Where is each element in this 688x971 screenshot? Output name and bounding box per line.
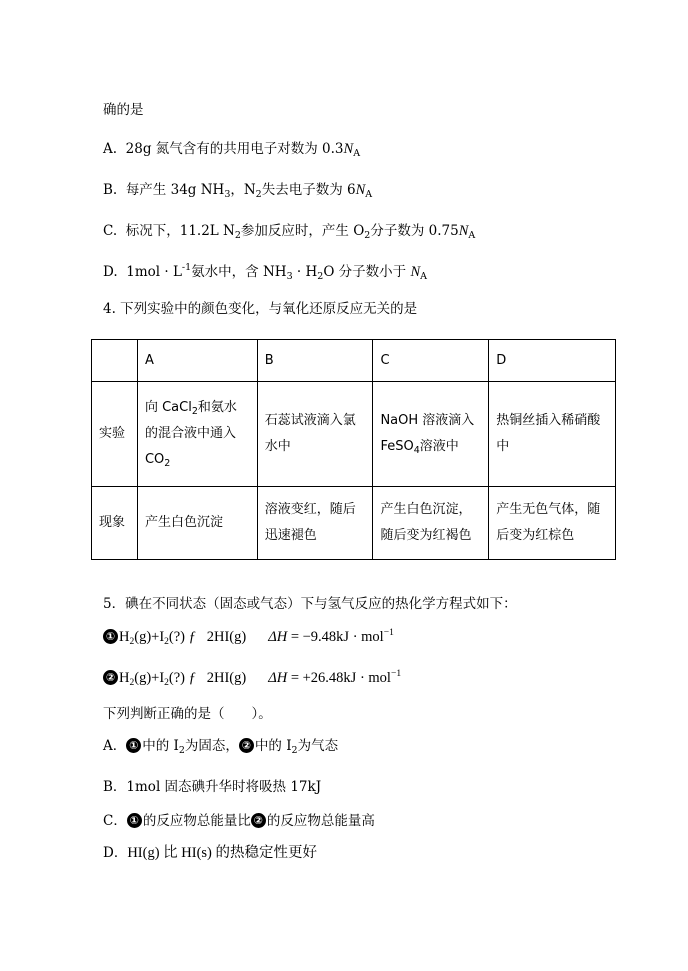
observation-d: 产生无色气体，随后变为红棕色 xyxy=(489,487,616,560)
q5-stem: 5．碘在不同状态（固态或气态）下与氢气反应的热化学方程式如下： xyxy=(103,596,517,612)
q3-option-c: C. 标况下，11.2L $N_2$参加反应时，产生 $O_2$分子数为 $0.75N_A$ xyxy=(103,223,476,241)
circled-number-1: ① xyxy=(127,813,142,828)
circled-number-1: ① xyxy=(126,738,141,753)
observation-b: 溶液变红，随后迅速褪色 xyxy=(257,487,373,560)
observation-c: 产生白色沉淀，随后变为红褐色 xyxy=(373,487,489,560)
circled-number-2: ② xyxy=(103,670,118,685)
header-cell-a: A xyxy=(137,340,257,382)
q3-option-d: D. $1mol \cdot L^{-1}$氨水中，含 $NH_3 \cdot H_2O$ 分子数小于 $N_A$ xyxy=(103,262,428,282)
circled-number-2: ② xyxy=(251,813,266,828)
experiment-d: 热铜丝插入稀硝酸中 xyxy=(489,382,616,487)
observation-a: 产生白色沉淀 xyxy=(137,487,257,560)
q5-ask: 下列判断正确的是（ ）。 xyxy=(103,706,272,722)
q5-option-c: C． ① 的反应物总能量比 ② 的反应物总能量高 xyxy=(103,813,375,829)
q4-experiment-table xyxy=(91,339,616,560)
table-row-experiment xyxy=(92,382,616,487)
equilibrium-arrow-icon: ƒ xyxy=(188,670,196,686)
q4-stem: 4. 下列实验中的颜色变化，与氧化还原反应无关的是 xyxy=(103,301,418,317)
header-cell-d: D xyxy=(489,340,616,382)
q5-option-a: A． ① 中的 $I_2$为固态， ② 中的 $I_2$为气态 xyxy=(103,738,339,756)
q3-option-b: B. 每产生 34g $NH_3$，$N_2$失去电子数为 $6N_A$ xyxy=(103,182,373,200)
q5-option-b: B．1mol 固态碘升华时将吸热 17kJ xyxy=(103,779,322,795)
table-row-observation xyxy=(92,487,616,560)
experiment-b: 石蕊试液滴入氯水中 xyxy=(257,382,373,487)
header-cell-b: B xyxy=(257,340,373,382)
circled-number-1: ① xyxy=(103,629,118,644)
row-label-experiment: 实验 xyxy=(92,382,138,487)
q5-equation-1: ① $H_2(g)+I_2(?)$ ƒ 2HI(g) ΔH = −9.48kJ · mol$^{-1}$ xyxy=(103,627,394,647)
equilibrium-arrow-icon: ƒ xyxy=(188,629,196,645)
q5-equation-2: ② $H_2(g)+I_2(?)$ ƒ 2HI(g) ΔH = +26.48kJ · mol$^{-1}$ xyxy=(103,668,401,688)
row-label-observation: 现象 xyxy=(92,487,138,560)
experiment-c: NaOH 溶液滴入 FeSO$_4$溶液中 xyxy=(373,382,489,487)
header-cell-empty xyxy=(92,340,138,382)
table-header-row xyxy=(92,340,616,382)
q3-stem-tail: 确的是 xyxy=(103,102,144,118)
q5-option-d: D．HI(g) 比 HI(s) 的热稳定性更好 xyxy=(103,845,318,861)
header-cell-c: C xyxy=(373,340,489,382)
circled-number-2: ② xyxy=(239,738,254,753)
experiment-a: 向 CaCl$_2$和氨水的混合液中通入 $CO_2$ xyxy=(137,382,257,487)
q3-option-a: A. 28g 氮气含有的共用电子对数为 $0.3N_A$ xyxy=(103,141,361,159)
